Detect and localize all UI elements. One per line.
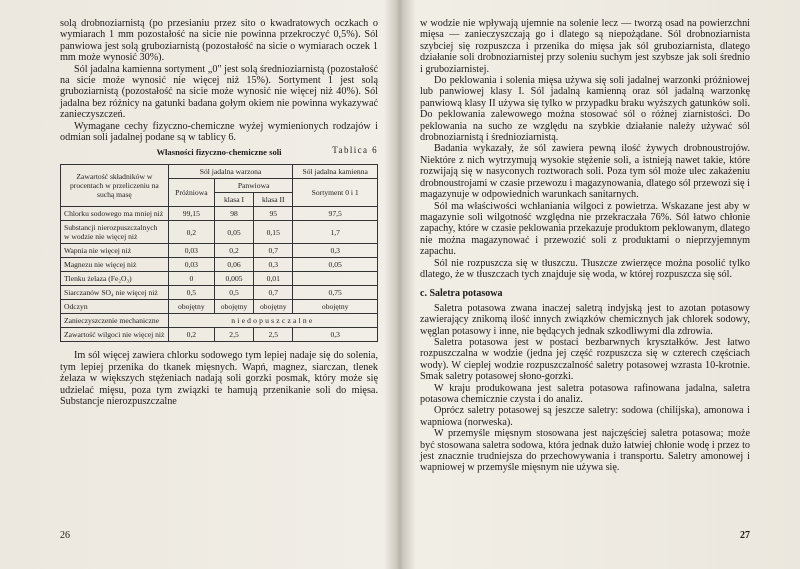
cell: 0,75 (293, 286, 378, 300)
cell: 0 (168, 272, 214, 286)
right-paragraph-8: W kraju produkowana jest saletra potasowa rafinowana jadalna, saletra potasowa chemicznie czysta i do analiz. (420, 382, 750, 405)
right-paragraph-10: W przemyśle mięsnym stosowana jest najczęściej saletra potasowa; może być stosowana saletra sodowa, która jednak dużo łatwiej chłonie wodę i przez to jest znacznie trudniejsza do przechowywania i transportu. Saletry amonowej i wapniowej w przemyśle mięsnym nie używa się. (420, 428, 750, 474)
table-caption: Własności fizyczno-chemiczne soli (156, 146, 282, 157)
left-page (60, 18, 378, 407)
cell: 0,2 (214, 244, 253, 258)
row-label: Magnezu nie więcej niż (61, 258, 169, 272)
row-label: Siarczanów SO₄ nie więcej niż (61, 286, 169, 300)
row-label: Tlenku żelaza (Fe₂O₃) (61, 272, 169, 286)
cell: 0,3 (293, 328, 378, 342)
cell: 0,06 (214, 258, 253, 272)
table-row (61, 286, 378, 300)
right-paragraph-6: Saletra potasowa zwana inaczej saletrą indyjską jest to azotan potasowy zawierający znikomą ilość innych związków chemicznych jak chlorek sodowy, węglan potasowy i inne, nie będących jednak szkodliwymi dla zdrowia. (420, 302, 750, 337)
cell: 0,01 (254, 272, 293, 286)
row-label: Substancji nierozpuszczalnych w wodzie nie więcej niż (61, 221, 169, 244)
right-paragraph-7: Saletra potasowa jest w postaci bezbarwnych kryształków. Jest łatwo rozpuszczalna w wodzie (jedna jej część rozpuszcza się w czterech częściach wody). W cieplej wodzie rozpuszczalność saletry potasowej wzrasta 10-krotnie. Smak saletry potasowej słono-gorzki. (420, 336, 750, 383)
properties-table (60, 164, 378, 342)
table-row (61, 328, 378, 342)
table-row (61, 244, 378, 258)
left-paragraph-1: solą drobnoziarnistą (po przesianiu przez sito o kwadratowych oczkach o wymiarach 1 mm pozostałość na sicie nie powinna przekroczyć 0,5%). Sól panwiowa jest solą gruboziarnistą (pozostałość na sicie o wymiarach oczek 1 mm może wynosić 30%). (60, 18, 378, 64)
cell: 0,05 (214, 221, 253, 244)
cell: 2,5 (254, 328, 293, 342)
cell: 0,15 (254, 221, 293, 244)
cell: obojętny (214, 300, 253, 314)
cell: 0,3 (293, 244, 378, 258)
cell: 0,03 (168, 258, 214, 272)
table-row (61, 300, 378, 314)
cell: 99,15 (168, 207, 214, 221)
table-row (61, 314, 378, 328)
cell: 2,5 (214, 328, 253, 342)
right-paragraph-1: w wodzie nie wpływają ujemnie na solenie lecz — tworzą osad na powierzchni mięsa — zanieczyszczają go i dlatego są niepożądane. Sól drobnoziarnista szybciej się rozpuszcza i przenika do mięsa jak sól gruboziarnista, dlatego działanie soli drobnoziarnistej przy soleniu suchym jest szybsze jak soli średnio i gruboziarnistej. (420, 18, 750, 75)
cell: 0,2 (168, 328, 214, 342)
table-row (61, 272, 378, 286)
cell: 0,7 (254, 286, 293, 300)
header-klasa-2: klasa II (254, 193, 293, 207)
row-label: Zanieczyszczenie mechaniczne (61, 314, 169, 328)
page-number-left: 26 (60, 530, 70, 541)
header-sortyment: Sortyment 0 i 1 (293, 179, 378, 207)
left-paragraph-2: Sól jadalna kamienna sortyment „0" jest solą średnioziarnistą (pozostałość na sicie może wynosić nie więcej niż 15%). Sortyment 1 jest solą gruboziarnistą (pozostałość na sicie może wynosić nie więcej niż 40%). Sól jadalna bez różnicy na gatunki badana gołym okiem nie powinna wykazywać zanieczyszczeń. (60, 63, 378, 121)
row-label: Chlorku sodowego ma mniej niż (61, 207, 169, 221)
right-page (420, 18, 750, 474)
cell (293, 272, 378, 286)
cell: 0,3 (254, 258, 293, 272)
cell: 0,05 (293, 258, 378, 272)
table-row (61, 258, 378, 272)
right-paragraph-3: Badania wykazały, że sól zawiera pewną ilość żywych drobnoustrojów. Niektóre z nich wytrzymują wysokie stężenie soli, a istnieją nawet takie, które rozwijają się w nasyconych roztworach soli. Poza tym sól może ulec zakażeniu drobnoustrojami w czasie przewozu i magazynowania, dlatego sól przewozi się i magazynuje w odpowiednich warunkach sanitarnych. (420, 143, 750, 201)
right-paragraph-9: Oprócz saletry potasowej są jeszcze saletry: sodowa (chilijska), amonowa i wapniowa (norweska). (420, 405, 750, 428)
cell: 0,005 (214, 272, 253, 286)
cell: obojętny (168, 300, 214, 314)
header-kamienna: Sól jadalna kamienna (293, 165, 378, 179)
cell: 0,03 (168, 244, 214, 258)
cell: 97,5 (293, 207, 378, 221)
table-row (61, 207, 378, 221)
table-label: Tablica 6 (332, 145, 378, 156)
header-warzona: Sól jadalna warzona (168, 165, 293, 179)
cell: 0,5 (214, 286, 253, 300)
table-row (61, 221, 378, 244)
row-label: Zawartość wilgoci nie więcej niż (61, 328, 169, 342)
header-parameter: Zawartość składników w procentach w przeliczeniu na suchą masę (61, 165, 169, 207)
row-label: Odczyn (61, 300, 169, 314)
page-number-right: 27 (740, 530, 750, 541)
header-prozniowa: Próżniowa (168, 179, 214, 207)
niedopuszczalne-cell: niedopuszczalne (168, 314, 377, 328)
right-paragraph-5: Sól nie rozpuszcza się w tłuszczu. Tłuszcze zwierzęce można posolić tylko dlatego, że w tłuszczach tych znajduje się woda, w której rozpuszcza się sól. (420, 257, 750, 280)
header-panwiowa: Panwiowa (214, 179, 292, 193)
header-klasa-1: klasa I (214, 193, 253, 207)
cell: 98 (214, 207, 253, 221)
left-paragraph-3: Wymagane cechy fizyczno-chemiczne wyżej wymienionych rodzajów i odmian soli jadalnej podane są w tablicy 6. (60, 120, 378, 144)
cell: 1,7 (293, 221, 378, 244)
cell: obojętny (254, 300, 293, 314)
cell: 95 (254, 207, 293, 221)
cell: 0,5 (168, 286, 214, 300)
right-paragraph-2: Do peklowania i solenia mięsa używa się soli jadalnej warzonki próżniowej lub panwiowej klasy I. Sól jadalną kamienną oraz sól jadalną warzonkę panwiową klasy II używa się tylko w przypadku braku wyższych gatunków soli. Do peklowania zalewowego można stosować sól o różnej ziarnistości. Do peklowania na sucho ze względu na szybkie działanie należy używać sól drobnoziarnistą i średnioziarnistą. (420, 75, 750, 144)
left-paragraph-bottom: Im sól więcej zawiera chlorku sodowego tym lepiej nadaje się do solenia, tym lepiej przenika do tkanek mięsnych. Wapń, magnez, siarczan, tlenek żelaza w większych stężeniach nadają soli gorzki posmak, który może się udzielać mięsu, poza tym związki te hamują przenikanie soli do mięsa. Substancje nierozpuszczalne (60, 350, 378, 407)
section-heading: c. Saletra potasowa (420, 288, 503, 300)
cell: 0,2 (168, 221, 214, 244)
cell: 0,7 (254, 244, 293, 258)
right-paragraph-4: Sól ma właściwości wchłaniania wilgoci z powietrza. Wskazane jest aby w magazynie soli wilgotność względna nie przekraczała 76%. Sól łatwo chłonie zapachy, które w czasie peklowania przekazuje produktom peklowanym, dlatego nie można magazynować i przewozić soli z produktami o nieprzyjemnym zapachu. (420, 200, 750, 258)
cell: obojętny (293, 300, 378, 314)
row-label: Wapnia nie więcej niż (61, 244, 169, 258)
